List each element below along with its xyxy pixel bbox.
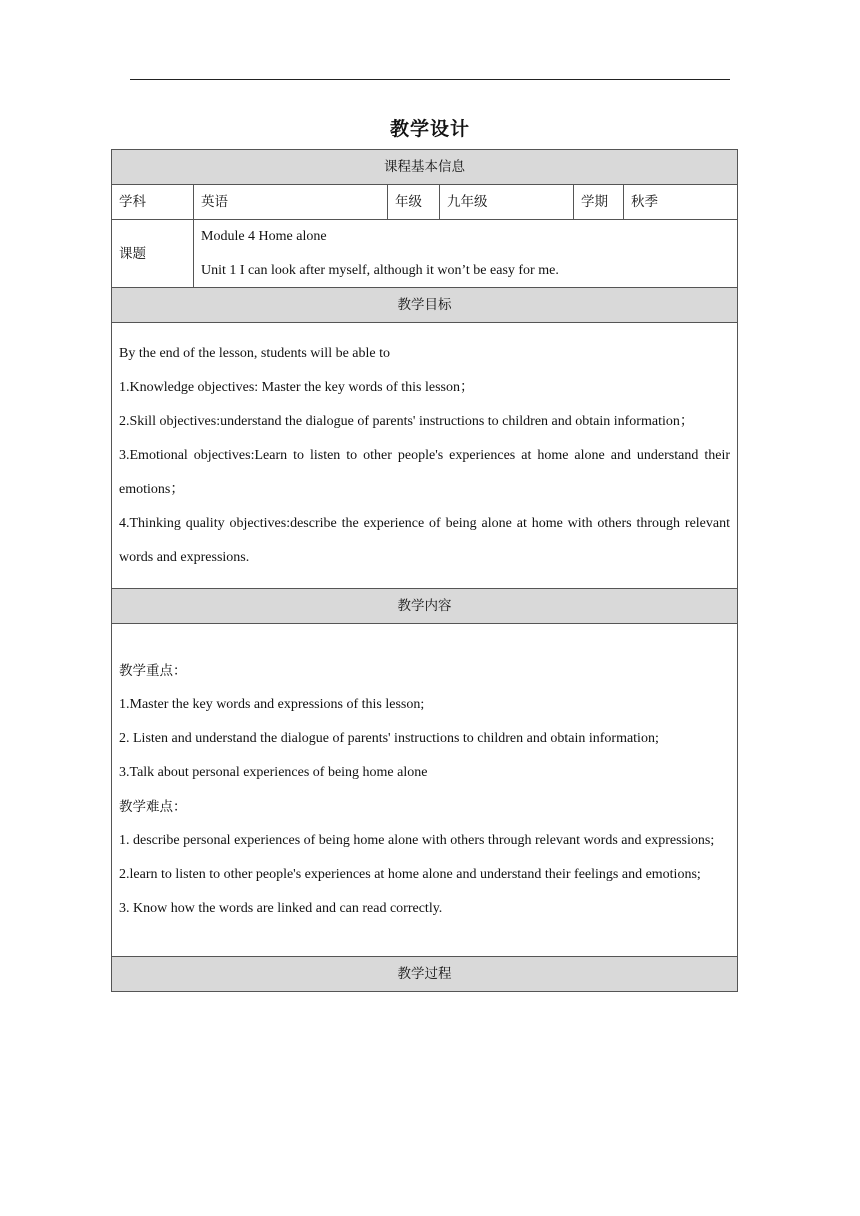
process-header-row bbox=[112, 957, 738, 992]
subject-label: 学科 bbox=[112, 185, 194, 220]
content-row bbox=[112, 624, 738, 957]
term-label: 学期 bbox=[574, 185, 624, 220]
objectives-row bbox=[112, 323, 738, 589]
objectives-header: 教学目标 bbox=[112, 288, 738, 323]
objectives-content bbox=[112, 323, 738, 589]
objectives-header-row bbox=[112, 288, 738, 323]
objective-item: 3.Emotional objectives:Learn to listen to other people's experiences at home alone and understand their emotions； bbox=[119, 447, 730, 497]
term-value: 秋季 bbox=[624, 185, 738, 220]
header-rule bbox=[130, 79, 730, 80]
topic-label: 课题 bbox=[112, 220, 194, 288]
objective-item: 1.Knowledge objectives: Master the key words of this lesson； bbox=[119, 379, 474, 395]
basic-info-header-row bbox=[112, 150, 738, 185]
process-header: 教学过程 bbox=[112, 957, 738, 992]
difficult-point-item: 2.learn to listen to other people's experiences at home alone and understand their feelings and emotions; bbox=[119, 867, 701, 882]
difficult-point-item: 1. describe personal experiences of being home alone with others through relevant words and expressions; bbox=[119, 833, 715, 848]
key-points-label: 教学重点： bbox=[119, 663, 187, 679]
topic-module-line: Module 4 Home alone bbox=[201, 228, 327, 244]
basic-info-header: 课程基本信息 bbox=[112, 150, 738, 185]
grade-value: 九年级 bbox=[440, 185, 574, 220]
content-header-row bbox=[112, 589, 738, 624]
subject-grade-term-row bbox=[112, 185, 738, 220]
objective-item: 4.Thinking quality objectives:describe the experience of being alone at home with others through relevant words and expressions. bbox=[119, 515, 730, 565]
difficult-points-label: 教学难点： bbox=[119, 799, 187, 815]
document-title: 教学设计 bbox=[389, 118, 470, 140]
key-point-item: 1.Master the key words and expressions of this lesson; bbox=[119, 697, 425, 712]
objectives-intro: By the end of the lesson, students will be able to bbox=[119, 345, 391, 361]
lesson-plan-table bbox=[111, 149, 738, 992]
topic-unit-line: Unit 1 I can look after myself, although it won’t be easy for me. bbox=[201, 262, 559, 278]
grade-label: 年级 bbox=[388, 185, 440, 220]
objective-item: 2.Skill objectives:understand the dialogue of parents' instructions to children and obtain information； bbox=[119, 413, 694, 429]
key-point-item: 3.Talk about personal experiences of being home alone bbox=[119, 765, 428, 780]
content-header: 教学内容 bbox=[112, 589, 738, 624]
topic-value bbox=[194, 220, 738, 288]
topic-row bbox=[112, 220, 738, 288]
difficult-point-item: 3. Know how the words are linked and can read correctly. bbox=[119, 901, 443, 916]
subject-value: 英语 bbox=[194, 185, 388, 220]
content-body bbox=[112, 624, 738, 957]
key-point-item: 2. Listen and understand the dialogue of parents' instructions to children and obtain information; bbox=[119, 731, 659, 746]
